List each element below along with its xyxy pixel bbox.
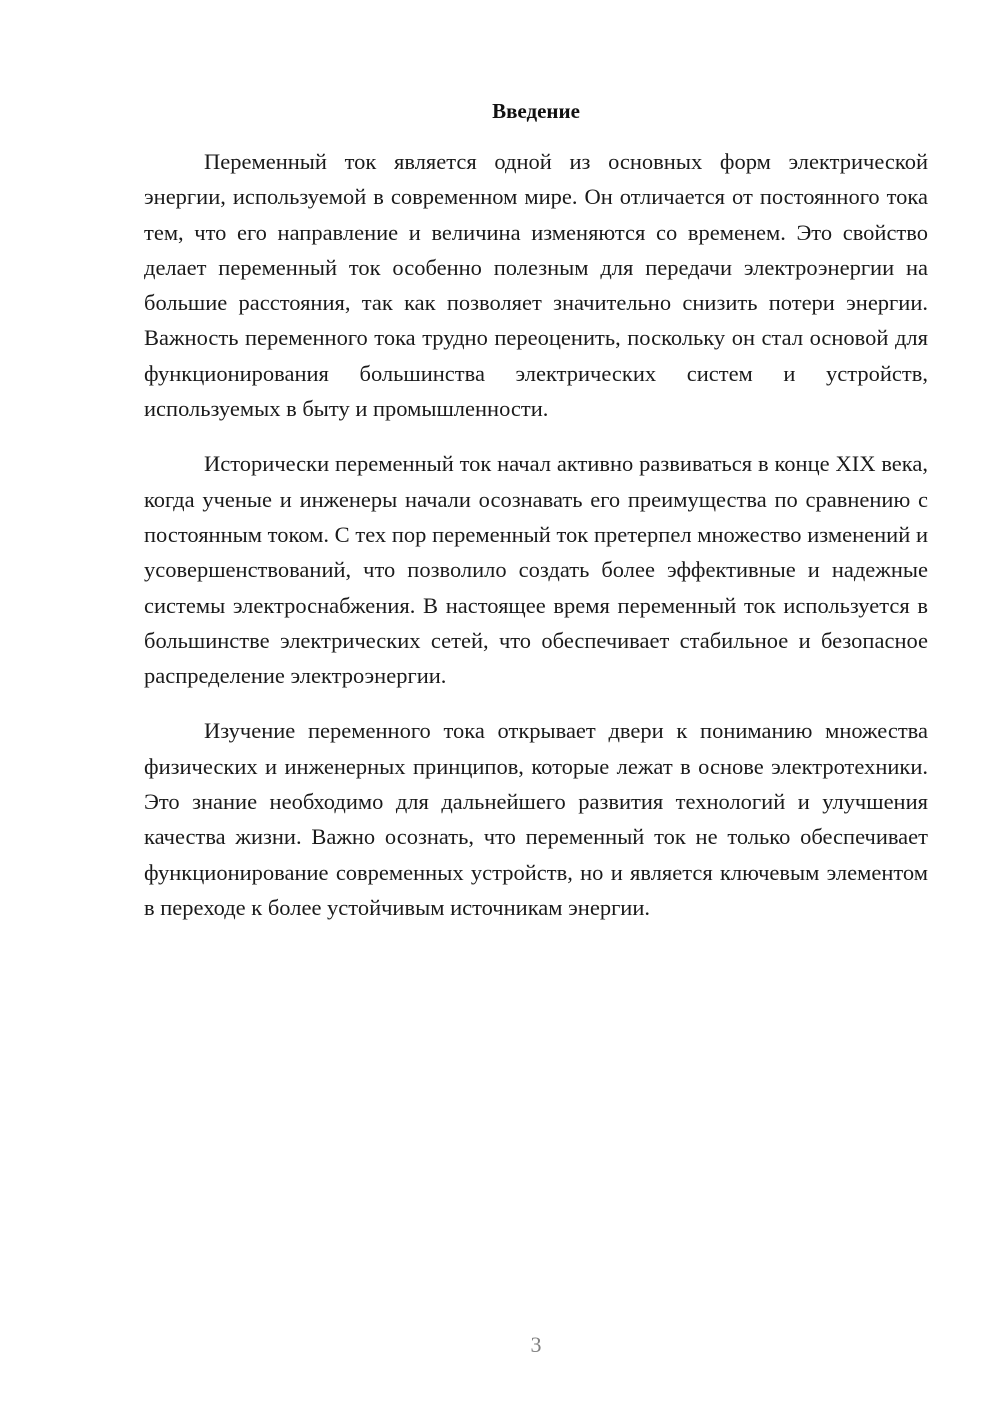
paragraph-3: Изучение переменного тока открывает двери к пониманию множества физических и инженерных принципов, которые лежат в основе электротехники. Это знание необходимо для дальнейшего развития технологий и улучшения качества жизни. Важно осознать, что переменный ток не только обеспечивает функционирование современных устройств, но и является ключевым элементом в переходе к более устойчивым источникам энергии.	[144, 718, 928, 920]
paragraph-1: Переменный ток является одной из основных форм электрической энергии, используемой в современном мире. Он отличается от постоянного тока тем, что его направление и величина изменяются со временем. Это свойство делает переменный ток особенно полезным для передачи электроэнергии на большие расстояния, так как позволяет значительно снизить потери энергии. Важность переменного тока трудно переоценить, поскольку он стал основой для функционирования большинства электрических систем и устройств, используемых в быту и промышленности.	[144, 149, 928, 422]
section-title: Введение	[492, 99, 580, 123]
page-number: 3	[530, 1332, 542, 1357]
page-content	[144, 96, 928, 945]
paragraph-2: Исторически переменный ток начал активно развиваться в конце XIX века, когда ученые и инженеры начали осознавать его преимущества по сравнению с постоянным током. С тех пор переменный ток претерпел множество изменений и усовершенствований, что позволило создать более эффективные и надежные системы электроснабжения. В настоящее время переменный ток используется в большинстве электрических сетей, что обеспечивает стабильное и безопасное распределение электроэнергии.	[144, 451, 928, 689]
